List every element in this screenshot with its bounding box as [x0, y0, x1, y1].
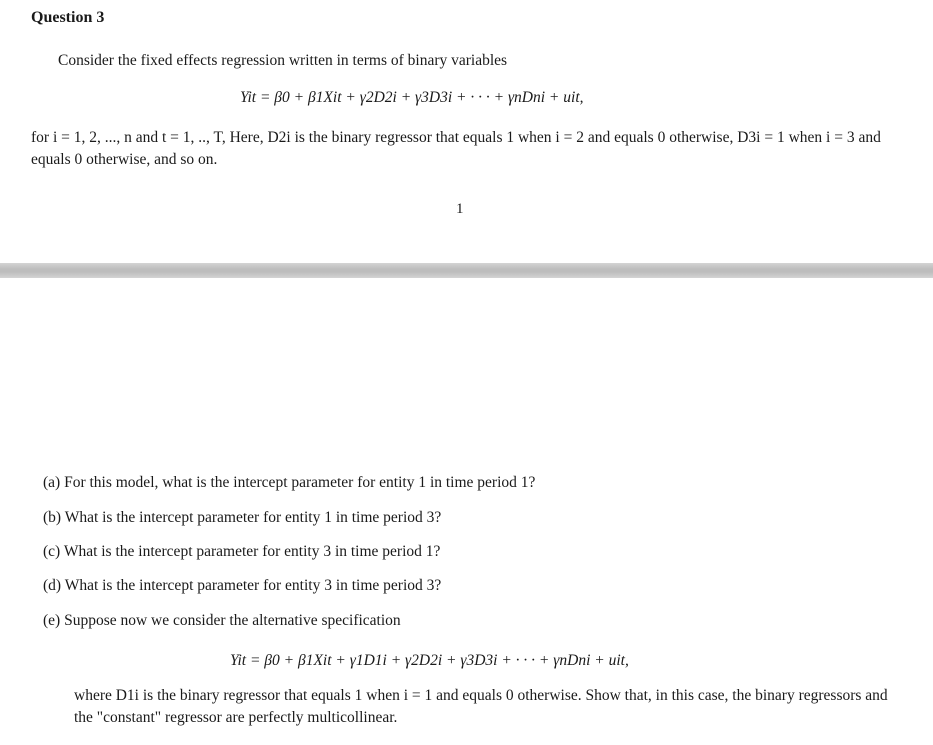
part-a [43, 474, 535, 492]
main-equation: Yit = β0 + β1Xit + γ2D2i + γ3D3i + · · · + γnDni + uit, [240, 89, 584, 106]
part-label: (a) [43, 474, 61, 491]
page-separator [0, 263, 933, 278]
part-b [43, 509, 441, 527]
part-label: (e) [43, 612, 61, 629]
where-paragraph: where D1i is the binary regressor that equals 1 when i = 1 and equals 0 otherwise. Show that, in this case, the binary regressors and the "constant" regressor are perfectly multicollinear. [74, 687, 888, 726]
part-label: (b) [43, 509, 62, 526]
part-d [43, 577, 441, 595]
part-text: What is the intercept parameter for entity 3 in time period 3? [64, 577, 442, 594]
part-text: For this model, what is the intercept parameter for entity 1 in time period 1? [64, 474, 536, 491]
part-text: What is the intercept parameter for entity 3 in time period 1? [63, 543, 441, 560]
part-label: (d) [43, 577, 62, 594]
part-text: Suppose now we consider the alternative specification [64, 612, 401, 629]
page-number: 1 [456, 201, 464, 217]
page-1 [0, 0, 933, 263]
intro-text: Consider the fixed effects regression written in terms of binary variables [58, 52, 508, 69]
definition-paragraph: for i = 1, 2, ..., n and t = 1, .., T, Here, D2i is the binary regressor that equals 1 when i = 2 and equals 0 otherwise, D3i = 1 when i = 3 and equals 0 otherwise, and so on. [31, 129, 881, 168]
part-e [43, 612, 401, 630]
part-text: What is the intercept parameter for entity 1 in time period 3? [64, 509, 442, 526]
part-c [43, 543, 440, 561]
question-title: Question 3 [31, 9, 105, 26]
part-label: (c) [43, 543, 61, 560]
alternative-equation: Yit = β0 + β1Xit + γ1D1i + γ2D2i + γ3D3i + · · · + γnDni + uit, [230, 652, 629, 669]
